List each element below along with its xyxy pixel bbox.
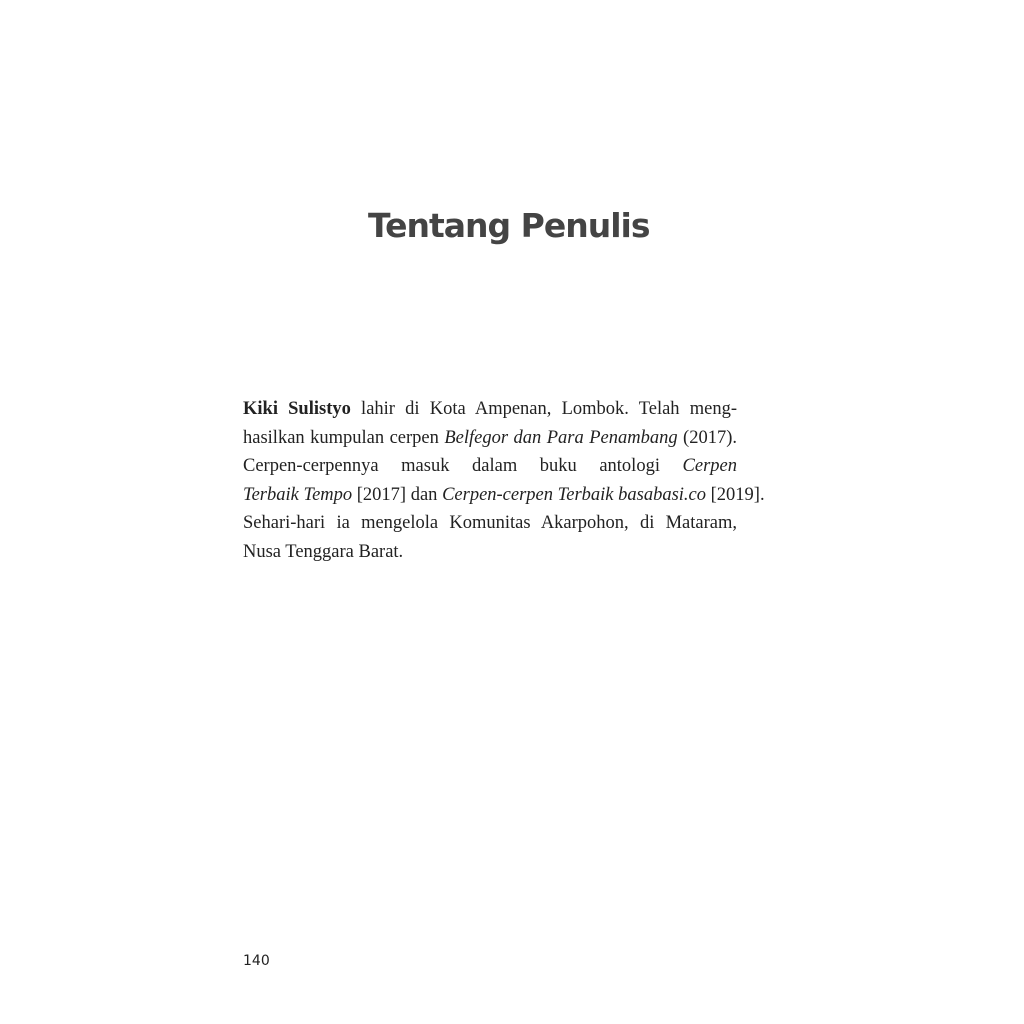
bio-text: Nusa Tenggara Barat.: [243, 541, 404, 562]
bio-line-3: [243, 452, 737, 481]
bio-text: Sehari-hari ia mengelola Komunitas Akarpohon, di Mataram,: [243, 513, 737, 534]
bio-text: hasilkan kumpulan cerpen: [243, 427, 445, 448]
page-heading: Tentang Penulis: [368, 206, 650, 245]
bio-line-6: [243, 538, 737, 567]
bio-text: lahir di Kota Ampenan, Lombok. Telah meng-: [350, 399, 738, 419]
bio-text: Cerpen-cerpennya masuk dalam buku antologi: [243, 456, 683, 477]
bio-line-1: [243, 395, 737, 424]
anthology-title: Cerpen-cerpen Terbaik basabasi.co: [442, 484, 706, 505]
bio-text: [2019].: [706, 484, 765, 505]
author-name: Kiki Sulistyo: [243, 399, 351, 419]
author-bio-paragraph: [243, 395, 765, 567]
bio-line-4: [243, 481, 765, 510]
book-title: Belfegor dan Para Penambang: [444, 427, 678, 448]
anthology-title: Terbaik Tempo: [243, 484, 353, 505]
bio-text: (2017).: [677, 427, 737, 448]
bio-line-5: [243, 509, 737, 538]
bio-text: [2017] dan: [352, 484, 443, 505]
page-number: 140: [243, 953, 270, 969]
anthology-title: Cerpen: [682, 456, 737, 477]
bio-line-2: [243, 424, 737, 453]
